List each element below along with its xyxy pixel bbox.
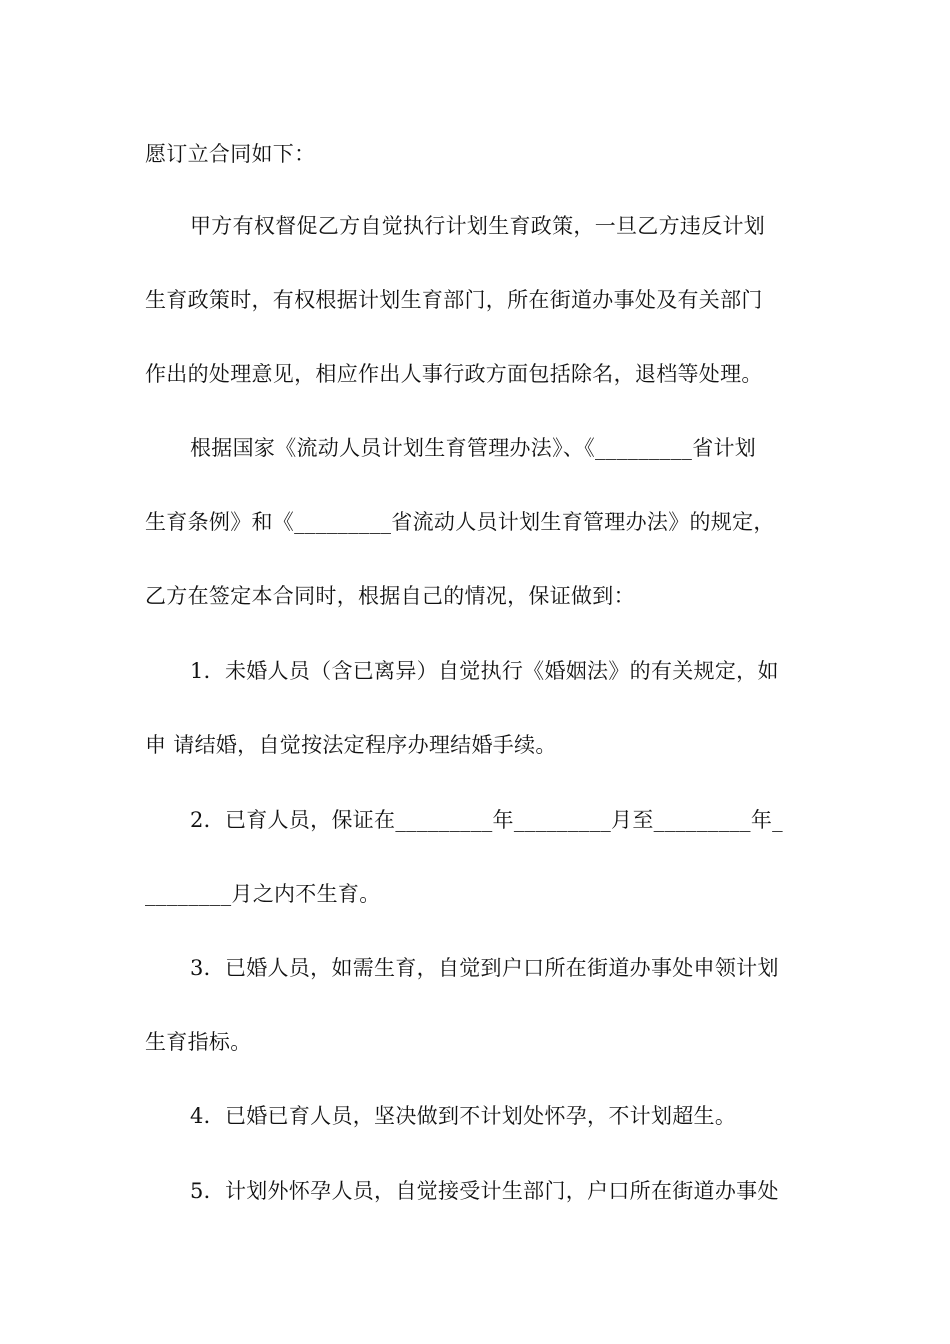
text-line-7: 乙方在签定本合同时，根据自己的情况，保证做到： bbox=[145, 584, 635, 608]
text-line-12: 3．已婚人员，如需生育，自觉到户口所在街道办事处申领计划 bbox=[190, 956, 779, 980]
text-line-14: 4．已婚已育人员，坚决做到不计划处怀孕，不计划超生。 bbox=[190, 1104, 737, 1128]
text-line-2: 甲方有权督促乙方自觉执行计划生育政策，一旦乙方违反计划 bbox=[190, 214, 766, 238]
text-line-5: 根据国家《流动人员计划生育管理办法》、《_________省计划 bbox=[190, 436, 757, 460]
text-line-10: 2．已育人员，保证在_________年_________月至_________年_ bbox=[190, 808, 783, 832]
text-line-9: 申 请结婚，自觉按法定程序办理结婚手续。 bbox=[145, 733, 557, 757]
text-line-13: 生育指标。 bbox=[145, 1030, 252, 1054]
text-line-11: ________月之内不生育。 bbox=[145, 882, 381, 906]
text-line-15: 5．计划外怀孕人员，自觉接受计生部门，户口所在街道办事处 bbox=[190, 1179, 779, 1203]
text-line-1: 愿订立合同如下： bbox=[145, 142, 316, 166]
text-line-8: 1．未婚人员（含已离异）自觉执行《婚姻法》的有关规定，如 bbox=[190, 659, 779, 683]
text-line-3: 生育政策时，有权根据计划生育部门，所在街道办事处及有关部门 bbox=[145, 288, 763, 312]
text-line-6: 生育条例》和《_________省流动人员计划生育管理办法》的规定， bbox=[145, 510, 775, 534]
text-line-4: 作出的处理意见，相应作出人事行政方面包括除名，退档等处理。 bbox=[145, 362, 763, 386]
